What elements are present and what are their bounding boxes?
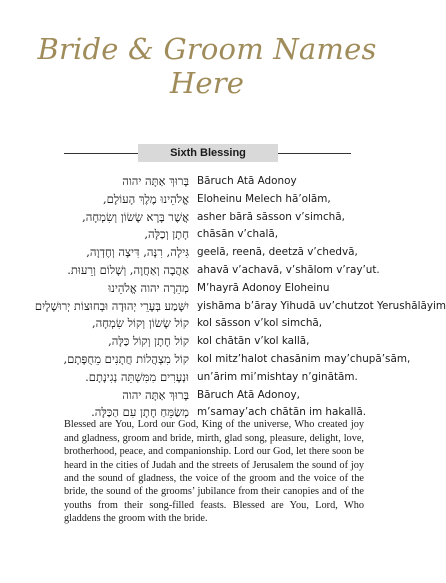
hebrew-text: אֲשֶׁר בָּרָא שָׂשׂוֹן וְשִׂמְחָה, [82, 209, 189, 224]
hebrew-text: גִּילָה, רִנָּה, דִּיצָה וְחֶדְוָה, [86, 245, 189, 260]
transliteration-text: m’samay’ach chātān im hakallā. [197, 406, 367, 419]
hebrew-text: חָתָן וְכַלָּה, [144, 227, 189, 242]
hebrew-text: קוֹל שָׂשׂוֹן וְקוֹל שִׂמְחָה, [91, 316, 189, 331]
blessing-line [0, 333, 414, 351]
transliteration-text: yishāma b’āray Yihudā uv’chutzot Yerushālāyim [197, 299, 446, 312]
hebrew-text: אַהֲבָה וְאַחֲוָה, וְשָׁלוֹם וְרֵעוּת. [67, 262, 189, 277]
transliteration-text: Eloheinu Melech hā’olām, [197, 192, 331, 205]
transliteration-text: geelā, reenā, deetzā v’chedvā, [197, 246, 358, 259]
hebrew-text: מְשַׂמֵּחַ חָתָן עִם הַכַּלָּה. [91, 405, 189, 420]
hebrew-text: בָּרוּךְ אַתָּה יהוה [122, 174, 189, 188]
section-heading: Sixth Blessing [138, 144, 278, 162]
hebrew-text: קוֹל מִצְהֲלוֹת חֲתָנִים מֵחֻפָּתָם, [63, 351, 189, 366]
heading-rule-left [64, 153, 138, 154]
english-translation: Blessed are You, Lord our God, King of the universe, Who created joy and gladness, groom and bride, mirth, glad song, pleasure, delight, love, brotherhood, peace, and companionship. Lord our God, let there soon be heard in the cities of Judah and the streets of Jerusalem the sound of joy and the sound of gladness, the voice of the groom and the voice of the bride, the sound of the grooms’ jubilance from their canopies and of the youths from their song-filled feasts. Blessed are You, Lord, Who gladdens the groom with the bride. [64, 419, 364, 525]
blessing-line [0, 262, 414, 280]
hebrew-text: אֱלֹהֵינוּ מֶלֶךְ הָעוֹלָם, [102, 191, 189, 206]
heading-rule-right [278, 153, 351, 154]
blessing-line [0, 173, 414, 191]
section-heading-bar [64, 144, 351, 162]
blessing-line [0, 387, 414, 405]
blessing-line [0, 244, 414, 262]
hebrew-text: יִשָּׁמַע בְּעָרֵי יְהוּדָה וּבְחוּצוֹת יְרוּשָׁלָיִם [34, 298, 189, 313]
transliteration-text: kol chātān v’kol kallā, [197, 335, 310, 348]
transliteration-text: M’hayrā Adonoy Eloheinu [197, 281, 330, 294]
transliteration-text: un’ārim mi’mishtay n’ginātām. [197, 370, 358, 383]
transliteration-text: ahavā v’achavā, v’shālom v’ray’ut. [197, 263, 380, 276]
blessing-line [0, 209, 414, 227]
transliteration-text: Bāruch Atā Adonoy [197, 175, 297, 187]
transliteration-text: Bāruch Atā Adonoy, [197, 388, 300, 401]
hebrew-text: קוֹל חָתָן וְקוֹל כַּלָּה, [108, 334, 189, 349]
blessing-line [0, 351, 414, 369]
transliteration-text: kol mitz’halot chasānim may’chupā’sām, [197, 352, 411, 365]
page-title: Bride & Groom Names Here [37, 32, 377, 100]
blessing-line [0, 369, 414, 387]
transliteration-text: chāsān v’chalā, [197, 228, 279, 241]
hebrew-text: מְהֵרָה יהוה אֱלֹהֵינוּ [108, 280, 189, 295]
blessing-line [0, 280, 414, 298]
blessing-line [0, 226, 414, 244]
transliteration-text: asher bārā sāsson v’simchā, [197, 210, 345, 223]
blessing-line [0, 315, 414, 333]
blessing-line [0, 298, 446, 316]
blessing-lines [0, 173, 446, 422]
blessing-line [0, 191, 414, 209]
transliteration-text: kol sāsson v’kol simchā, [197, 317, 323, 330]
hebrew-text: וּנְעָרִים מִמִּשְׁתֵּה נְגִינָתָם. [85, 369, 189, 384]
hebrew-text: בָּרוּךְ אַתָּה יהוה [122, 387, 189, 402]
